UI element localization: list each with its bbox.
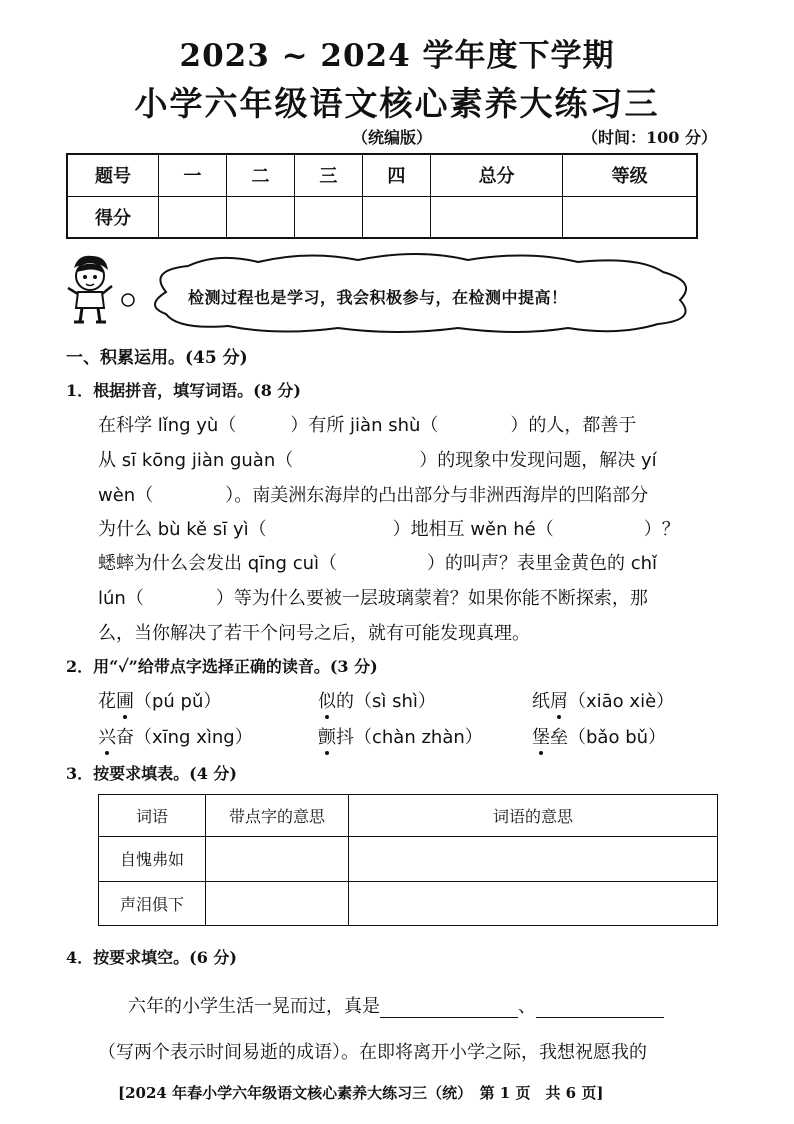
- table-row: [99, 837, 718, 882]
- score-table-score-row: [67, 196, 697, 238]
- question-1-label: 1．根据拼音，填写词语。(8 分): [66, 381, 301, 400]
- pinyin-options: （chàn zhàn）: [354, 727, 483, 748]
- time-label: （时间：100 分）: [582, 128, 717, 147]
- answer-cell[interactable]: [349, 837, 718, 882]
- question-2-label: 2．用“✓”给带点字选择正确的读音。(3 分): [66, 657, 378, 676]
- question-1-line: 么，当你解决了若干个问号之后，就有可能发现真理。: [98, 623, 530, 644]
- dotted-char: 兴: [98, 727, 116, 748]
- separator-text: 、: [518, 996, 536, 1017]
- pronunciation-choice[interactable]: [532, 687, 674, 713]
- choice-text: 的: [336, 691, 354, 712]
- question-1-line: 在科学 lǐng yù（ ）有所 jiàn shù（ ）的人，都善于: [98, 415, 637, 436]
- question-1-line: 从 sī kōng jiàn guàn（ ）的现象中发现问题，解决 yí: [98, 450, 657, 471]
- score-row-label: 得分: [67, 196, 159, 238]
- dotted-char: 堡: [532, 727, 550, 748]
- choice-text: 奋: [116, 727, 134, 748]
- answer-cell[interactable]: [206, 881, 349, 926]
- title-line2: 小学六年级语文核心素养大练习三: [134, 84, 660, 123]
- score-entry-cell[interactable]: [159, 196, 227, 238]
- pinyin-options: （xiāo xiè）: [568, 691, 675, 712]
- score-entry-cell[interactable]: [430, 196, 562, 238]
- edition-label: （统编版）: [352, 128, 433, 147]
- pronunciation-choice[interactable]: [318, 687, 436, 713]
- question-4-line-1: [128, 992, 664, 1018]
- question-1-line: wèn（ ）。南美洲东海岸的凸出部分与非洲西海岸的凹陷部分: [98, 485, 649, 506]
- score-table-cell: 二: [226, 154, 294, 196]
- dotted-char: 屑: [550, 691, 568, 712]
- score-table-cell: 总分: [430, 154, 562, 196]
- score-entry-cell[interactable]: [294, 196, 362, 238]
- pronunciation-choice[interactable]: [98, 723, 253, 749]
- pinyin-options: （xīng xìng）: [134, 727, 253, 748]
- choice-text: 纸: [532, 691, 550, 712]
- pronunciation-choice[interactable]: [98, 687, 221, 713]
- question-4-text: 六年的小学生活一晃而过，真是: [128, 996, 380, 1017]
- table-header: 词语: [99, 795, 206, 837]
- score-entry-cell[interactable]: [362, 196, 430, 238]
- motto-text: 检测过程也是学习，我会积极参与，在检测中提高！: [188, 288, 568, 307]
- table-header: 词语的意思: [349, 795, 718, 837]
- answer-cell[interactable]: [349, 881, 718, 926]
- question-3-label: 3．按要求填表。(4 分): [66, 764, 237, 783]
- dotted-char: 颤: [318, 727, 336, 748]
- table-word-cell: 声泪俱下: [99, 881, 206, 926]
- table-word-cell: 自愧弗如: [99, 837, 206, 882]
- answer-blank[interactable]: [536, 997, 664, 1018]
- choice-text: 垒: [550, 727, 568, 748]
- dotted-char: 圃: [116, 691, 134, 712]
- pronunciation-choice[interactable]: [318, 723, 483, 749]
- dotted-char: 似: [318, 691, 336, 712]
- answer-blank[interactable]: [380, 997, 518, 1018]
- score-table-cell: 三: [294, 154, 362, 196]
- score-table-cell: 一: [159, 154, 227, 196]
- question-1-line: lún（ ）等为什么要被一层玻璃蒙着？如果你能不断探索，那: [98, 588, 648, 609]
- table-row: [99, 881, 718, 926]
- section-heading: 一、积累运用。(45 分): [66, 348, 248, 368]
- score-table-cell: 题号: [67, 154, 159, 196]
- page-footer: [2024 年春小学六年级语文核心素养大练习三（统） 第 1 页 共 6 页]: [118, 1084, 604, 1102]
- question-4-line-2: （写两个表示时间易逝的成语）。在即将离开小学之际，我想祝愿我的: [98, 1042, 647, 1063]
- pinyin-options: （sì shì）: [354, 691, 436, 712]
- score-table: [66, 153, 698, 239]
- score-table-cell: 等级: [563, 154, 697, 196]
- score-entry-cell[interactable]: [226, 196, 294, 238]
- question-1-line: 为什么 bù kě sī yì（ ）地相互 wěn hé（ ）？: [98, 519, 680, 540]
- question-1-line: 蟋蟀为什么会发出 qīng cuì（ ）的叫声？表里金黄色的 chǐ: [98, 553, 658, 574]
- word-meaning-header-row: [99, 795, 718, 837]
- pinyin-options: （bǎo bǔ）: [568, 727, 667, 748]
- student-cartoon-icon: [60, 252, 120, 324]
- pinyin-options: （pú pǔ）: [134, 691, 222, 712]
- title-line1: 2023 ~ 2024 学年度下学期: [179, 38, 615, 74]
- word-meaning-table: [98, 794, 718, 926]
- score-table-cell: 四: [362, 154, 430, 196]
- choice-text: 抖: [336, 727, 354, 748]
- pronunciation-choice[interactable]: [532, 723, 666, 749]
- question-4-label: 4．按要求填空。(6 分): [66, 948, 237, 967]
- score-entry-cell[interactable]: [563, 196, 697, 238]
- choice-text: 花: [98, 691, 116, 712]
- score-table-header-row: [67, 154, 697, 196]
- table-header: 带点字的意思: [206, 795, 349, 837]
- answer-cell[interactable]: [206, 837, 349, 882]
